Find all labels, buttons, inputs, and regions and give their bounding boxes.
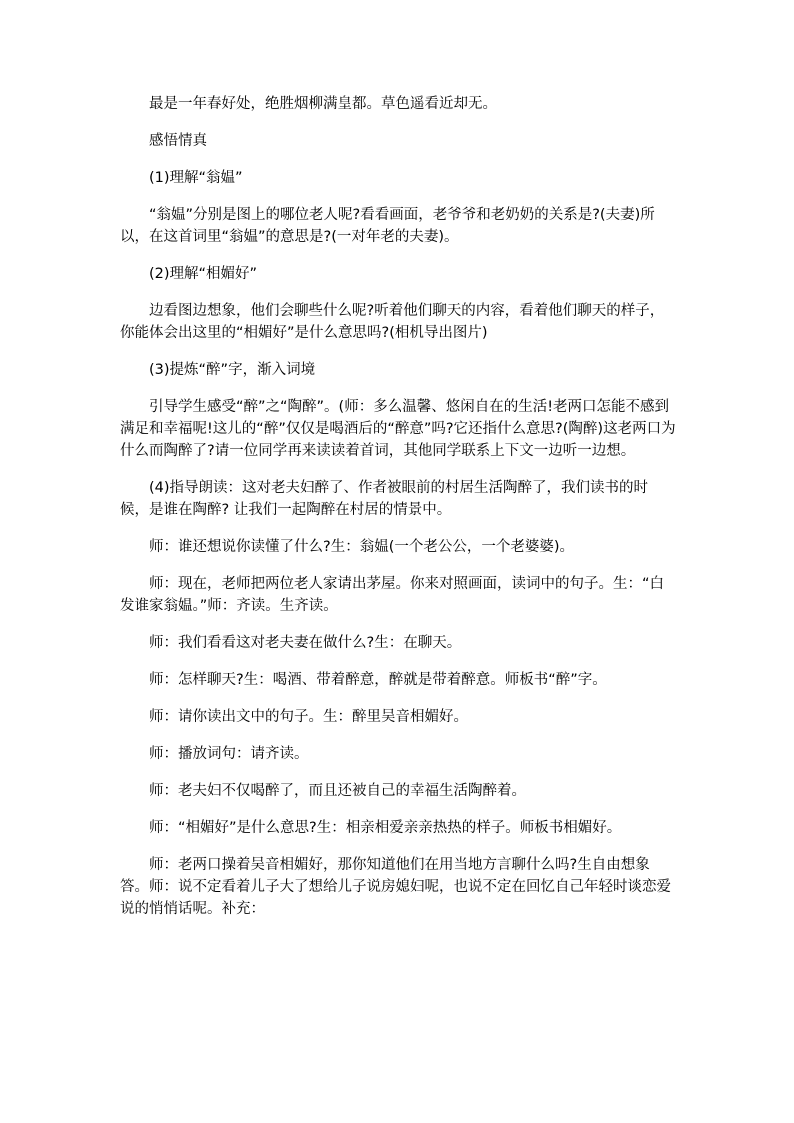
paragraph-dialogue-2: 师：现在，老师把两位老人家请出茅屋。你来对照画面，读词中的句子。生：“白发谁家翁媪。”师：齐读。生齐读。 (120, 576, 665, 614)
paragraph-zui-explanation: 引导学生感受“醉”之“陶醉”。(师：多么温馨、悠闲自在的生活!老两口怎能不感到满足和幸福呢!这儿的“醉”仅仅是喝酒后的“醉意”吗?它还指什么意思?(陶醉)这老两口为什么而陶醉了?请一位同学再来读读着首词，其他同学联系上下文一边听一边想。 (120, 399, 676, 459)
paragraph-dialogue-5: 师：请你读出文中的句子。生：醉里吴音相媚好。 (149, 709, 468, 725)
paragraph-dialogue-6: 师：播放词句：请齐读。 (149, 746, 309, 762)
paragraph-dialogue-8: 师：“相媚好”是什么意思?生：相亲相爱亲亲热热的样子。师板书相媚好。 (149, 820, 622, 836)
paragraph-dialogue-1: 师：谁还想说你读懂了什么?生：翁媪(一个老公公，一个老婆婆)。 (149, 539, 575, 555)
paragraph-section-heading: 感悟情真 (149, 133, 207, 149)
paragraph-dialogue-3: 师：我们看看这对老夫妻在做什么?生：在聊天。 (149, 635, 462, 651)
paragraph-dialogue-9: 师：老两口操着吴音相媚好，那你知道他们在用当地方言聊什么吗?生自由想象答。师：说不定看着儿子大了想给儿子说房媳妇呢，也说不定在回忆自己年轻时谈恋爱说的悄悄话呢。补充： (120, 857, 671, 917)
document-body (120, 93, 676, 935)
paragraph-subheading-2: (2)理解“相媚好” (149, 266, 258, 282)
paragraph-dialogue-7: 师：老夫妇不仅喝醉了，而且还被自己的幸福生活陶醉着。 (149, 783, 526, 799)
paragraph-reading-guidance: (4)指导朗读：这对老夫妇醉了、作者被眼前的村居生活陶醉了，我们读书的时候，是谁在陶醉? 让我们一起陶醉在村居的情景中。 (120, 480, 649, 518)
paragraph-subheading-1: (1)理解“翁媪” (149, 170, 243, 186)
paragraph-subheading-3: (3)提炼“醉”字，渐入词境 (149, 362, 316, 378)
paragraph-xiangmeihao-explanation: 边看图边想象，他们会聊些什么呢?听着他们聊天的内容，看着他们聊天的样子，你能体会出这里的“相媚好”是什么意思吗?(相机导出图片) (120, 303, 665, 341)
paragraph-wengao-explanation: “翁媪”分别是图上的哪位老人呢?看看画面，老爷爷和老奶奶的关系是?(夫妻)所以，在这首词里“翁媪”的意思是?(一对年老的夫妻)。 (120, 207, 655, 245)
paragraph-poem-line: 最是一年春好处，绝胜烟柳满皇都。草色遥看近却无。 (149, 96, 497, 112)
paragraph-dialogue-4: 师：怎样聊天?生：喝酒、带着醉意，醉就是带着醉意。师板书“醉”字。 (149, 672, 607, 688)
